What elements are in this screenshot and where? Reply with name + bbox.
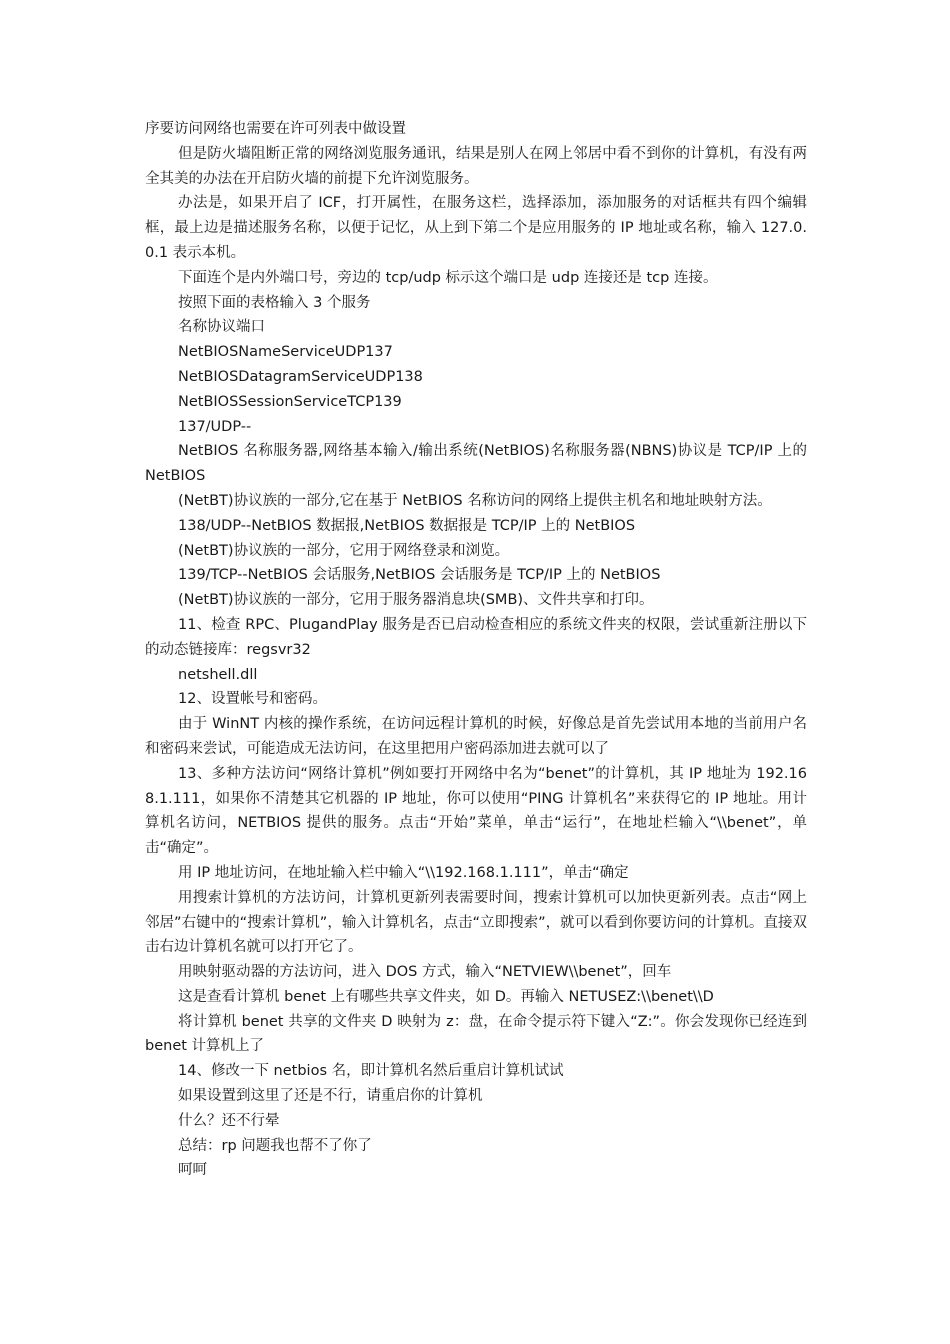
paragraph: 14、修改一下 netbios 名，即计算机名然后重启计算机试试 [178, 1063, 564, 1080]
paragraph: 11、检查 RPC、PlugandPlay 服务是否已启动检查相应的系统文件夹的权限，尝试重新注册以下的动态链接库：regsvr32 [145, 616, 807, 658]
paragraph: 12、设置帐号和密码。 [178, 691, 327, 708]
paragraph: 什么？还不行晕 [178, 1112, 280, 1129]
paragraph: (NetBT)协议族的一部分,它在基于 NetBIOS 名称访问的网络上提供主机名和地址映射方法。 [178, 492, 772, 509]
paragraph: 序要访问网络也需要在许可列表中做设置 [145, 121, 406, 137]
paragraph: 总结：rp 问题我也帮不了你了 [178, 1137, 372, 1154]
paragraph: 下面连个是内外端口号，旁边的 tcp/udp 标示这个端口是 udp 连接还是 tcp 连接。 [178, 269, 718, 286]
paragraph: 用 IP 地址访问，在地址输入栏中输入“\\192.168.1.111”，单击“确定 [178, 864, 629, 881]
paragraph: (NetBT)协议族的一部分，它用于网络登录和浏览。 [178, 542, 510, 559]
paragraph: 用映射驱动器的方法访问，进入 DOS 方式，输入“NETVIEW\\benet”，回车 [178, 964, 672, 981]
paragraph: NetBIOSNameServiceUDP137 [178, 344, 393, 361]
paragraph: (NetBT)协议族的一部分，它用于服务器消息块(SMB)、文件共享和打印。 [178, 592, 654, 609]
paragraph: netshell.dll [178, 666, 258, 683]
paragraph: 138/UDP--NetBIOS 数据报,NetBIOS 数据报是 TCP/IP 上的 NetBIOS [178, 517, 636, 534]
paragraph: 139/TCP--NetBIOS 会话服务,NetBIOS 会话服务是 TCP/IP 上的 NetBIOS [178, 567, 661, 584]
paragraph: NetBIOSSessionServiceTCP139 [178, 393, 402, 410]
paragraph: 但是防火墙阻断正常的网络浏览服务通讯，结果是别人在网上邻居中看不到你的计算机，有没有两全其美的办法在开启防火墙的前提下允许浏览服务。 [145, 145, 807, 187]
paragraph: 这是查看计算机 benet 上有哪些共享文件夹，如 D。再输入 NETUSEZ:\\benet\\D [178, 988, 714, 1005]
paragraph: 办法是，如果开启了 ICF，打开属性，在服务这栏，选择添加，添加服务的对话框共有四个编辑框，最上边是描述服务名称，以便于记忆，从上到下第二个是应用服务的 IP 地址或名称，输入 127.0.0.1 表示本机。 [145, 195, 807, 261]
paragraph: 呵呵 [178, 1162, 207, 1179]
paragraph: 如果设置到这里了还是不行，请重启你的计算机 [178, 1088, 483, 1105]
paragraph: 由于 WinNT 内核的操作系统，在访问远程计算机的时候，好像总是首先尝试用本地的当前用户名和密码来尝试，可能造成无法访问，在这里把用户密码添加进去就可以了 [145, 716, 807, 757]
paragraph: 按照下面的表格输入 3 个服务 [178, 294, 371, 311]
document-body [145, 117, 807, 1183]
paragraph: 名称协议端口 [178, 319, 265, 336]
paragraph: 用搜索计算机的方法访问，计算机更新列表需要时间，搜索计算机可以加快更新列表。点击“网上邻居”右键中的“搜索计算机”，输入计算机名，点击“立即搜索”，就可以看到你要访问的计算机。直接双击右边计算机名就可以打开它了。 [145, 889, 807, 956]
paragraph: 将计算机 benet 共享的文件夹 D 映射为 z：盘，在命令提示符下键入“Z:”。你会发现你已经连到 benet 计算机上了 [145, 1013, 807, 1055]
paragraph: 13、多种方法访问“网络计算机”例如要打开网络中名为“benet”的计算机，其 IP 地址为 192.168.1.111，如果你不清楚其它机器的 IP 地址，你可以使用“PING 计算机名”来获得它的 IP 地址。用计算机名访问，NETBIOS 提供的服务。点击“开始”菜单，单击“运行”，在地址栏输入“\\benet”，单击“确定”。 [145, 765, 807, 857]
paragraph: NetBIOSDatagramServiceUDP138 [178, 368, 423, 385]
paragraph: 137/UDP-- [178, 418, 252, 435]
paragraph: NetBIOS 名称服务器,网络基本输入/输出系统(NetBIOS)名称服务器(NBNS)协议是 TCP/IP 上的 NetBIOS [145, 443, 807, 485]
